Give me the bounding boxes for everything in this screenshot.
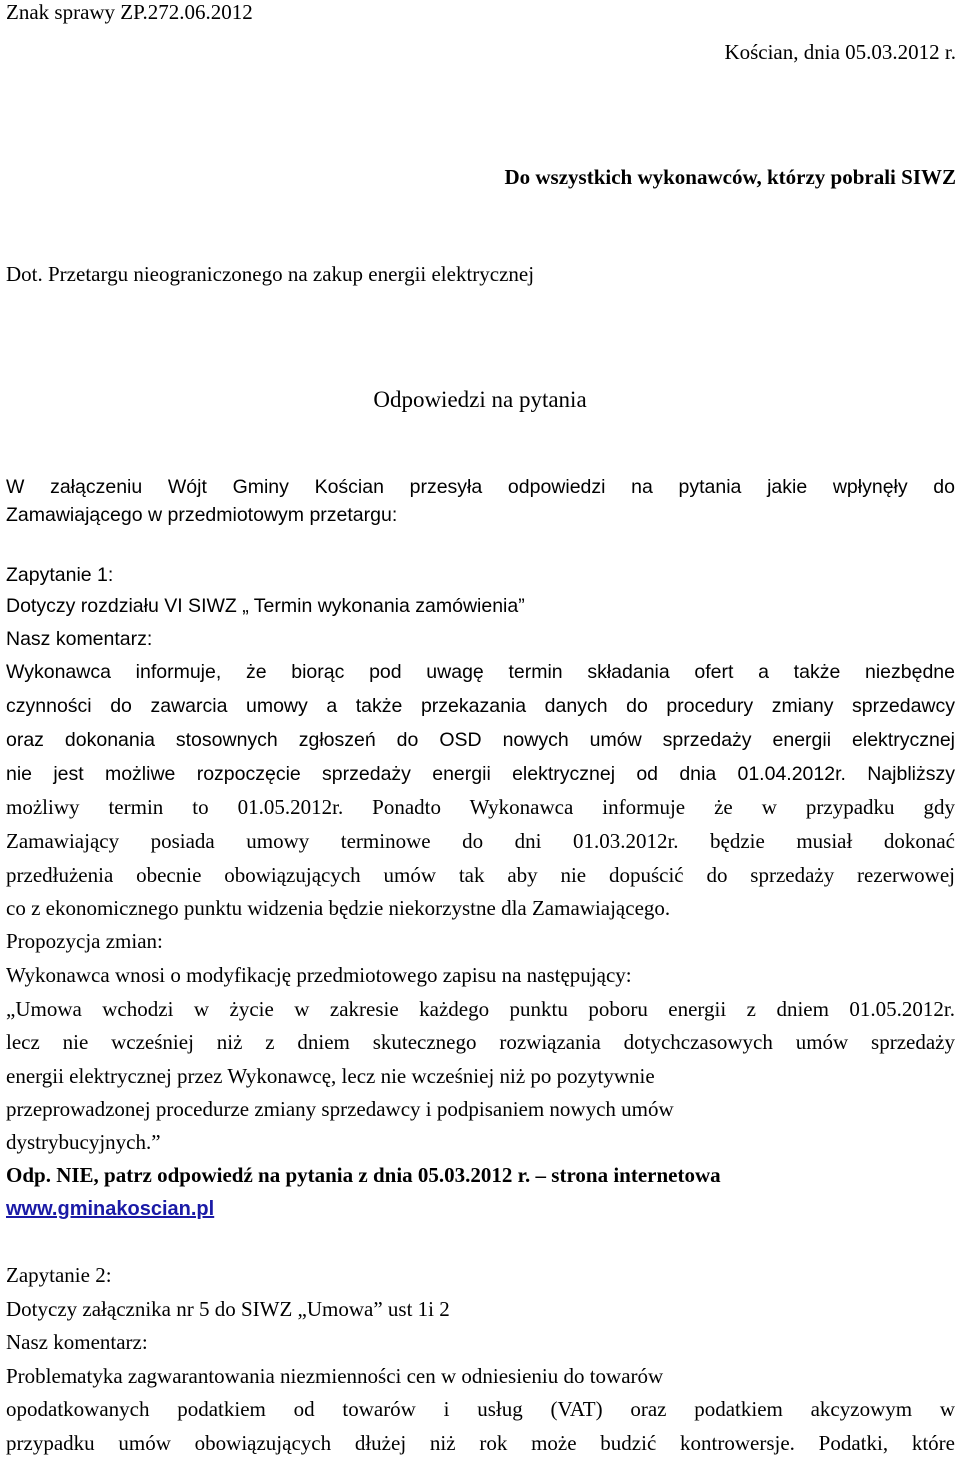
question-1-proposal-line: lecz nie wcześniej niż z dniem skutecznego rozwiązania dotychczasowych umów sprzedaży xyxy=(6,1030,955,1054)
question-1-proposal-line: Wykonawca wnosi o modyfikację przedmiotowego zapisu na następujący: xyxy=(6,963,632,987)
question-1-comment-line: oraz dokonania stosownych zgłoszeń do OSD nowych umów sprzedaży energii elektrycznej xyxy=(6,729,955,751)
question-1-concerns: Dotyczy rozdziału VI SIWZ „ Termin wykonania zamówienia” xyxy=(6,595,525,617)
question-1-comment-line: Zamawiający posiada umowy terminowe do dni 01.03.2012r. będzie musiał dokonać xyxy=(6,829,955,853)
question-1-proposal-line: „Umowa wchodzi w życie w zakresie każdego punktu poboru energii z dniem 01.05.2012r. xyxy=(6,997,955,1021)
intro-line-1: W załączeniu Wójt Gminy Kościan przesyła odpowiedzi na pytania jakie wpłynęły do xyxy=(6,476,955,498)
question-1-comment-line: czynności do zawarcia umowy a także przekazania danych do procedury zmiany sprzedawcy xyxy=(6,695,955,717)
question-1-comment-line: co z ekonomicznego punktu widzenia będzie niekorzystne dla Zamawiającego. xyxy=(6,896,671,920)
case-number: Znak sprawy ZP.272.06.2012 xyxy=(6,0,253,24)
question-2-label: Zapytanie 2: xyxy=(6,1263,112,1287)
question-2-comment-line: Problematyka zagwarantowania niezmienności cen w odniesieniu do towarów xyxy=(6,1364,664,1388)
question-1-comment-line: możliwy termin to 01.05.2012r. Ponadto Wykonawca informuje że w przypadku gdy xyxy=(6,795,955,819)
place-date: Kościan, dnia 05.03.2012 r. xyxy=(724,40,956,64)
question-2-comment-line: opodatkowanych podatkiem od towarów i usług (VAT) oraz podatkiem akcyzowym w xyxy=(6,1397,955,1421)
question-1-proposal-line: przeprowadzonej procedurze zmiany sprzedawcy i podpisaniem nowych umów xyxy=(6,1097,674,1121)
page-title: Odpowiedzi na pytania xyxy=(373,387,587,412)
question-1-proposal-label: Propozycja zmian: xyxy=(6,929,163,953)
question-1-answer: Odp. NIE, patrz odpowiedź na pytania z dnia 05.03.2012 r. – strona internetowa xyxy=(6,1163,721,1187)
addressee: Do wszystkich wykonawców, którzy pobrali SIWZ xyxy=(504,165,956,189)
question-1-comment-line: Wykonawca informuje, że biorąc pod uwagę termin składania ofert a także niezbędne xyxy=(6,661,955,683)
question-1-comment-line: nie jest możliwe rozpoczęcie sprzedaży energii elektrycznej od dnia 01.04.2012r. Najbliższy xyxy=(6,763,955,785)
website-link[interactable]: www.gminakoscian.pl xyxy=(6,1198,215,1220)
question-1-comment-label: Nasz komentarz: xyxy=(6,628,153,650)
question-2-comment-label: Nasz komentarz: xyxy=(6,1330,148,1354)
question-2-comment-line: przypadku umów obowiązujących dłużej niż rok może budzić kontrowersje. Podatki, które xyxy=(6,1431,955,1455)
question-1-proposal-line: energii elektrycznej przez Wykonawcę, lecz nie wcześniej niż po pozytywnie xyxy=(6,1064,655,1088)
question-1-proposal-line: dystrybucyjnych.” xyxy=(6,1130,161,1154)
subject-line: Dot. Przetargu nieograniczonego na zakup energii elektrycznej xyxy=(6,262,535,286)
question-2-concerns: Dotyczy załącznika nr 5 do SIWZ „Umowa” ust 1i 2 xyxy=(6,1297,450,1321)
question-1-comment-line: przedłużenia obecnie obowiązujących umów tak aby nie dopuścić do sprzedaży rezerwowej xyxy=(6,863,955,887)
intro-line-2: Zamawiającego w przedmiotowym przetargu: xyxy=(6,504,398,526)
question-1-label: Zapytanie 1: xyxy=(6,564,114,586)
